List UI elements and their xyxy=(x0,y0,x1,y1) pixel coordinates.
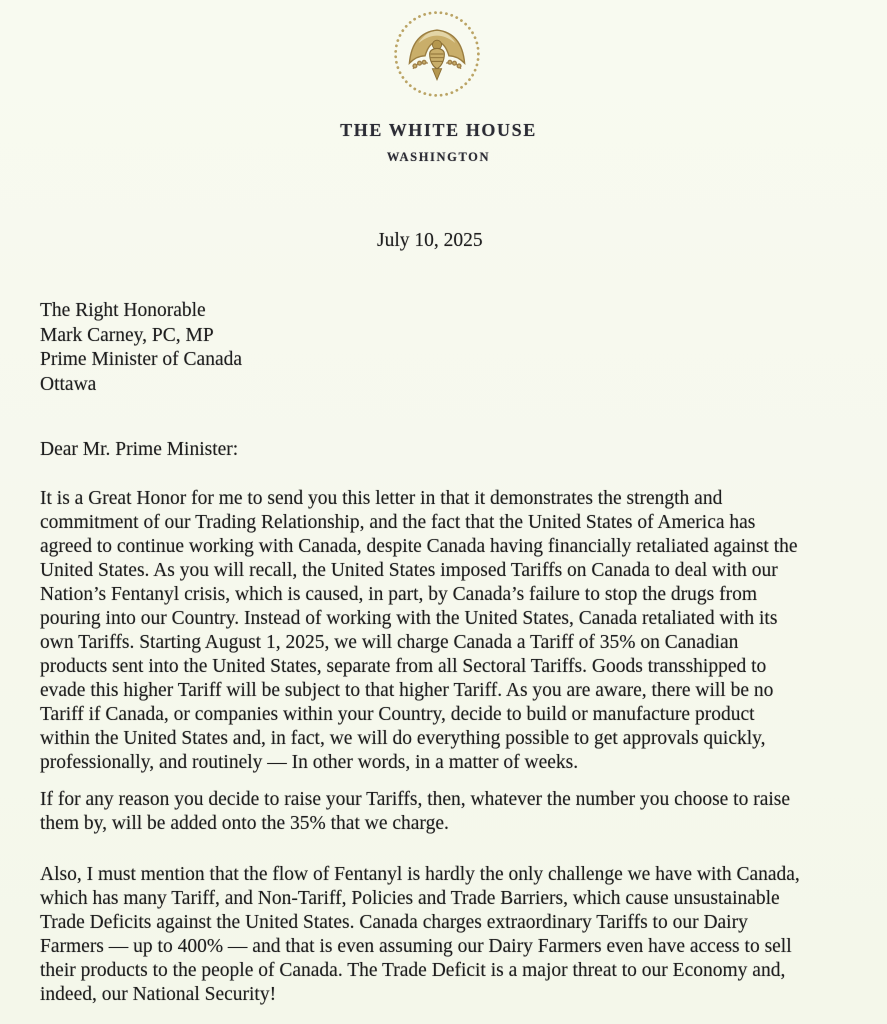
text-line: them by, will be added onto the 35% that we charge. xyxy=(40,813,449,834)
text-line: pouring into our Country. Instead of working with the United States, Canada retaliated with its xyxy=(40,608,778,629)
text-line: Nation’s Fentanyl crisis, which is caused, in part, by Canada’s failure to stop the drugs from xyxy=(40,584,758,605)
text-line: indeed, our National Security! xyxy=(40,984,277,1005)
presidential-seal-icon xyxy=(391,8,483,100)
recipient-address xyxy=(40,299,242,397)
text-line: own Tariffs. Starting August 1, 2025, we will charge Canada a Tariff of 35% on Canadian xyxy=(40,632,739,653)
body-paragraph-2 xyxy=(40,788,857,836)
text-line: Mark Carney, PC, MP xyxy=(40,324,214,346)
text-line: It is a Great Honor for me to send you this letter in that it demonstrates the strength and xyxy=(40,488,723,509)
text-line: Also, I must mention that the flow of Fentanyl is hardly the only challenge we have with Canada, xyxy=(40,864,800,885)
text-line: their products to the people of Canada. The Trade Deficit is a major threat to our Economy and, xyxy=(40,960,786,981)
text-line: If for any reason you decide to raise your Tariffs, then, whatever the number you choose to raise xyxy=(40,789,791,810)
text-line: Prime Minister of Canada xyxy=(40,349,242,370)
text-line: within the United States and, in fact, we will do everything possible to get approvals quickly, xyxy=(40,728,766,749)
letter-date: July 10, 2025 xyxy=(377,230,483,251)
salutation: Dear Mr. Prime Minister: xyxy=(40,439,239,460)
text-line: evade this higher Tariff will be subject to that higher Tariff. As you are aware, there will be no xyxy=(40,680,774,701)
text-line: commitment of our Trading Relationship, and the fact that the United States of America has xyxy=(40,512,756,533)
text-line: agreed to continue working with Canada, despite Canada having financially retaliated against the xyxy=(40,536,798,557)
letterhead-subtitle: WASHINGTON xyxy=(386,150,491,164)
body-paragraph-1 xyxy=(40,487,857,775)
text-line: which has many Tariff, and Non-Tariff, Policies and Trade Barriers, which cause unsustainable xyxy=(40,888,780,909)
letterhead-title: THE WHITE HOUSE xyxy=(340,120,537,140)
body-paragraph-3 xyxy=(40,863,857,1007)
text-line: United States. As you will recall, the United States imposed Tariffs on Canada to deal with our xyxy=(40,560,778,581)
text-line: Farmers — up to 400% — and that is even assuming our Dairy Farmers even have access to sell xyxy=(40,936,792,957)
text-line: Ottawa xyxy=(40,373,97,395)
text-line: Tariff if Canada, or companies within your Country, decide to build or manufacture product xyxy=(40,704,755,725)
text-line: Trade Deficits against the United States. Canada charges extraordinary Tariffs to our Dairy xyxy=(40,912,748,933)
text-line: professionally, and routinely — In other words, in a matter of weeks. xyxy=(40,752,579,773)
text-line: The Right Honorable xyxy=(40,300,206,321)
text-line: products sent into the United States, separate from all Sectoral Tariffs. Goods transshipped to xyxy=(40,656,767,677)
